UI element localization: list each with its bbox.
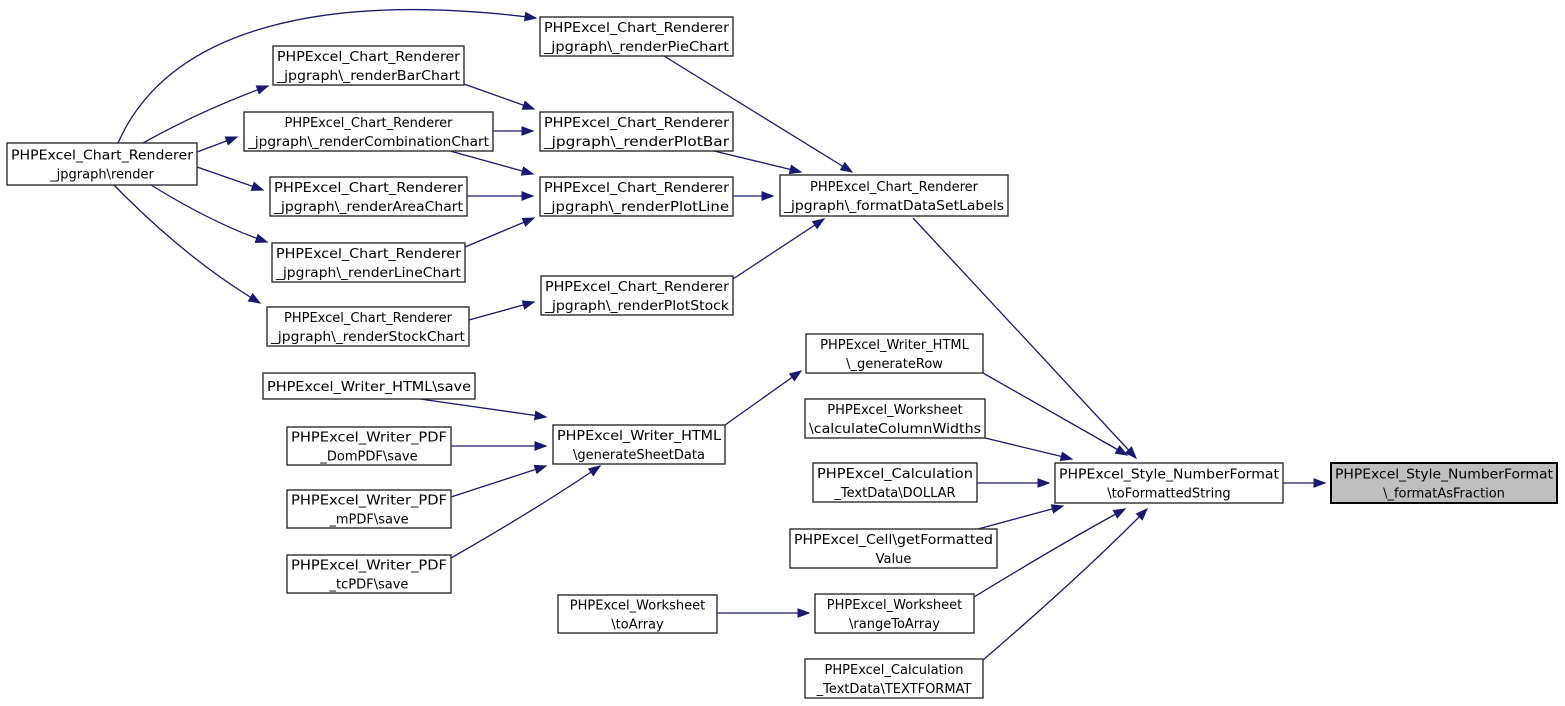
node-label-calcColumnWidths-line1: PHPExcel_Worksheet — [827, 402, 963, 418]
node-label-domPdfSave-line2: _DomPDF\save — [320, 449, 418, 465]
node-renderLineChart[interactable] — [272, 243, 465, 282]
node-generateSheetData[interactable] — [553, 425, 725, 464]
node-label-getFormattedValue-line2: Value — [875, 551, 912, 567]
node-label-renderCombinationChart-line1: PHPExcel_Chart_Renderer — [284, 115, 453, 131]
node-label-generateSheetData-line2: \generateSheetData — [573, 447, 705, 463]
node-label-getFormattedValue-line1: PHPExcel_Cell\getFormatted — [794, 532, 993, 548]
node-label-renderBarChart-line1: PHPExcel_Chart_Renderer — [277, 49, 461, 65]
node-mPdfSave[interactable] — [287, 490, 451, 528]
node-label-renderAreaChart-line1: PHPExcel_Chart_Renderer — [274, 180, 464, 196]
node-render[interactable] — [7, 143, 197, 185]
edge-writerHtmlSave-to-generateSheetData — [420, 399, 546, 417]
node-label-textformat-line2: _TextData\TEXTFORMAT — [816, 681, 972, 697]
node-label-renderAreaChart-line2: _jpgraph\_renderAreaChart — [272, 199, 463, 215]
node-dollar[interactable] — [813, 463, 977, 502]
node-label-rangeToArray-line1: PHPExcel_Worksheet — [826, 597, 963, 613]
node-label-renderBarChart-line2: _jpgraph\_renderBarChart — [275, 68, 460, 84]
node-label-renderStockChart-line2: _jpgraph\_renderStockChart — [269, 329, 465, 345]
node-label-mPdfSave-line1: PHPExcel_Writer_PDF — [291, 493, 447, 509]
node-label-formatAsFraction-line2: \_formatAsFraction — [1383, 486, 1505, 502]
node-label-render-line2: _jpgraph\render — [50, 167, 154, 183]
node-renderPlotLine[interactable] — [540, 177, 733, 216]
node-label-renderPlotBar-line2: _jpgraph\_renderPlotBar — [542, 134, 730, 150]
edge-textformat-to-toFormattedString — [983, 509, 1147, 660]
edge-renderLineChart-to-renderPlotLine — [465, 218, 534, 247]
node-renderPieChart[interactable] — [540, 17, 733, 56]
node-label-renderPieChart-line2: _jpgraph\_renderPieChart — [542, 39, 729, 55]
node-label-formatDataSetLabels-line1: PHPExcel_Chart_Renderer — [810, 179, 978, 195]
node-label-toFormattedString-line2: \toFormattedString — [1107, 486, 1231, 502]
node-label-renderStockChart-line1: PHPExcel_Chart_Renderer — [284, 310, 452, 326]
node-layer — [7, 17, 1557, 698]
node-label-renderPlotLine-line2: _jpgraph\_renderPlotLine — [542, 199, 729, 215]
edge-mPdfSave-to-generateSheetData — [451, 466, 546, 497]
node-label-toArray-line2: \toArray — [611, 617, 664, 633]
node-renderCombinationChart[interactable] — [244, 112, 493, 151]
node-domPdfSave[interactable] — [287, 427, 451, 465]
node-toFormattedString[interactable] — [1055, 463, 1283, 503]
node-renderPlotStock[interactable] — [541, 276, 733, 315]
edge-renderPlotStock-to-formatDataSetLabels — [733, 219, 824, 279]
node-label-formatDataSetLabels-line2: _jpgraph\_formatDataSetLabels — [782, 198, 1005, 214]
node-label-generateSheetData-line1: PHPExcel_Writer_HTML — [557, 428, 722, 444]
node-label-textformat-line1: PHPExcel_Calculation — [824, 662, 964, 678]
node-label-dollar-line2: _TextData\DOLLAR — [834, 485, 956, 501]
node-renderAreaChart[interactable] — [270, 177, 467, 216]
node-writerHtmlSave[interactable] — [263, 373, 475, 399]
edge-renderBarChart-to-renderPlotBar — [464, 84, 534, 109]
node-toArray[interactable] — [558, 595, 717, 633]
edge-tcPdfSave-to-generateSheetData — [451, 466, 600, 558]
edge-renderPlotBar-to-formatDataSetLabels — [714, 151, 801, 172]
edge-calcColumnWidths-to-toFormattedString — [985, 438, 1072, 459]
node-label-tcPdfSave-line1: PHPExcel_Writer_PDF — [291, 558, 447, 574]
node-label-renderCombinationChart-line2: _jpgraph\_renderCombinationChart — [246, 134, 489, 150]
edge-render-to-renderAreaChart — [197, 167, 263, 190]
edge-renderCombinationChart-to-renderPlotLine — [450, 151, 533, 174]
node-label-tcPdfSave-line2: _tcPDF\save — [329, 577, 409, 593]
node-label-toFormattedString-line1: PHPExcel_Style_NumberFormat — [1059, 467, 1279, 483]
node-label-renderLineChart-line1: PHPExcel_Chart_Renderer — [276, 246, 462, 262]
node-calcColumnWidths[interactable] — [805, 399, 985, 438]
node-textformat[interactable] — [805, 659, 983, 698]
node-renderStockChart[interactable] — [267, 307, 469, 346]
node-label-renderPieChart-line1: PHPExcel_Chart_Renderer — [544, 20, 730, 36]
node-label-writerHtmlSave-line1: PHPExcel_Writer_HTML\save — [267, 379, 471, 395]
node-generateRow[interactable] — [806, 334, 983, 373]
node-label-toArray-line1: PHPExcel_Worksheet — [569, 598, 706, 614]
node-label-renderPlotStock-line1: PHPExcel_Chart_Renderer — [545, 279, 730, 295]
edge-render-to-renderLineChart — [151, 185, 267, 242]
edge-render-to-renderStockChart — [114, 185, 260, 303]
node-label-generateRow-line1: PHPExcel_Writer_HTML — [820, 337, 969, 353]
node-formatAsFraction — [1331, 463, 1557, 503]
edge-getFormattedValue-to-toFormattedString — [978, 506, 1063, 529]
node-getFormattedValue[interactable] — [790, 529, 997, 568]
node-label-domPdfSave-line1: PHPExcel_Writer_PDF — [291, 430, 447, 446]
node-label-renderLineChart-line2: _jpgraph\_renderLineChart — [274, 265, 461, 281]
node-label-renderPlotStock-line2: _jpgraph\_renderPlotStock — [543, 298, 730, 314]
edge-renderStockChart-to-renderPlotStock — [469, 302, 534, 320]
node-label-renderPlotLine-line1: PHPExcel_Chart_Renderer — [544, 180, 730, 196]
node-label-render-line1: PHPExcel_Chart_Renderer — [11, 148, 194, 164]
node-label-generateRow-line2: \_generateRow — [846, 356, 943, 372]
node-label-formatAsFraction-line1: PHPExcel_Style_NumberFormat — [1335, 467, 1553, 483]
node-label-mPdfSave-line2: _mPDF\save — [329, 512, 409, 528]
node-formatDataSetLabels[interactable] — [780, 175, 1008, 216]
edge-render-to-renderCombinationChart — [197, 137, 237, 152]
node-label-rangeToArray-line2: \rangeToArray — [849, 616, 940, 632]
edge-generateSheetData-to-generateRow — [725, 371, 801, 425]
node-renderPlotBar[interactable] — [540, 112, 733, 151]
node-label-renderPlotBar-line1: PHPExcel_Chart_Renderer — [544, 115, 730, 131]
node-tcPdfSave[interactable] — [287, 555, 451, 593]
node-label-dollar-line1: PHPExcel_Calculation — [817, 466, 973, 482]
node-rangeToArray[interactable] — [815, 594, 974, 633]
node-renderBarChart[interactable] — [273, 46, 464, 85]
node-label-calcColumnWidths-line2: \calculateColumnWidths — [809, 421, 982, 437]
